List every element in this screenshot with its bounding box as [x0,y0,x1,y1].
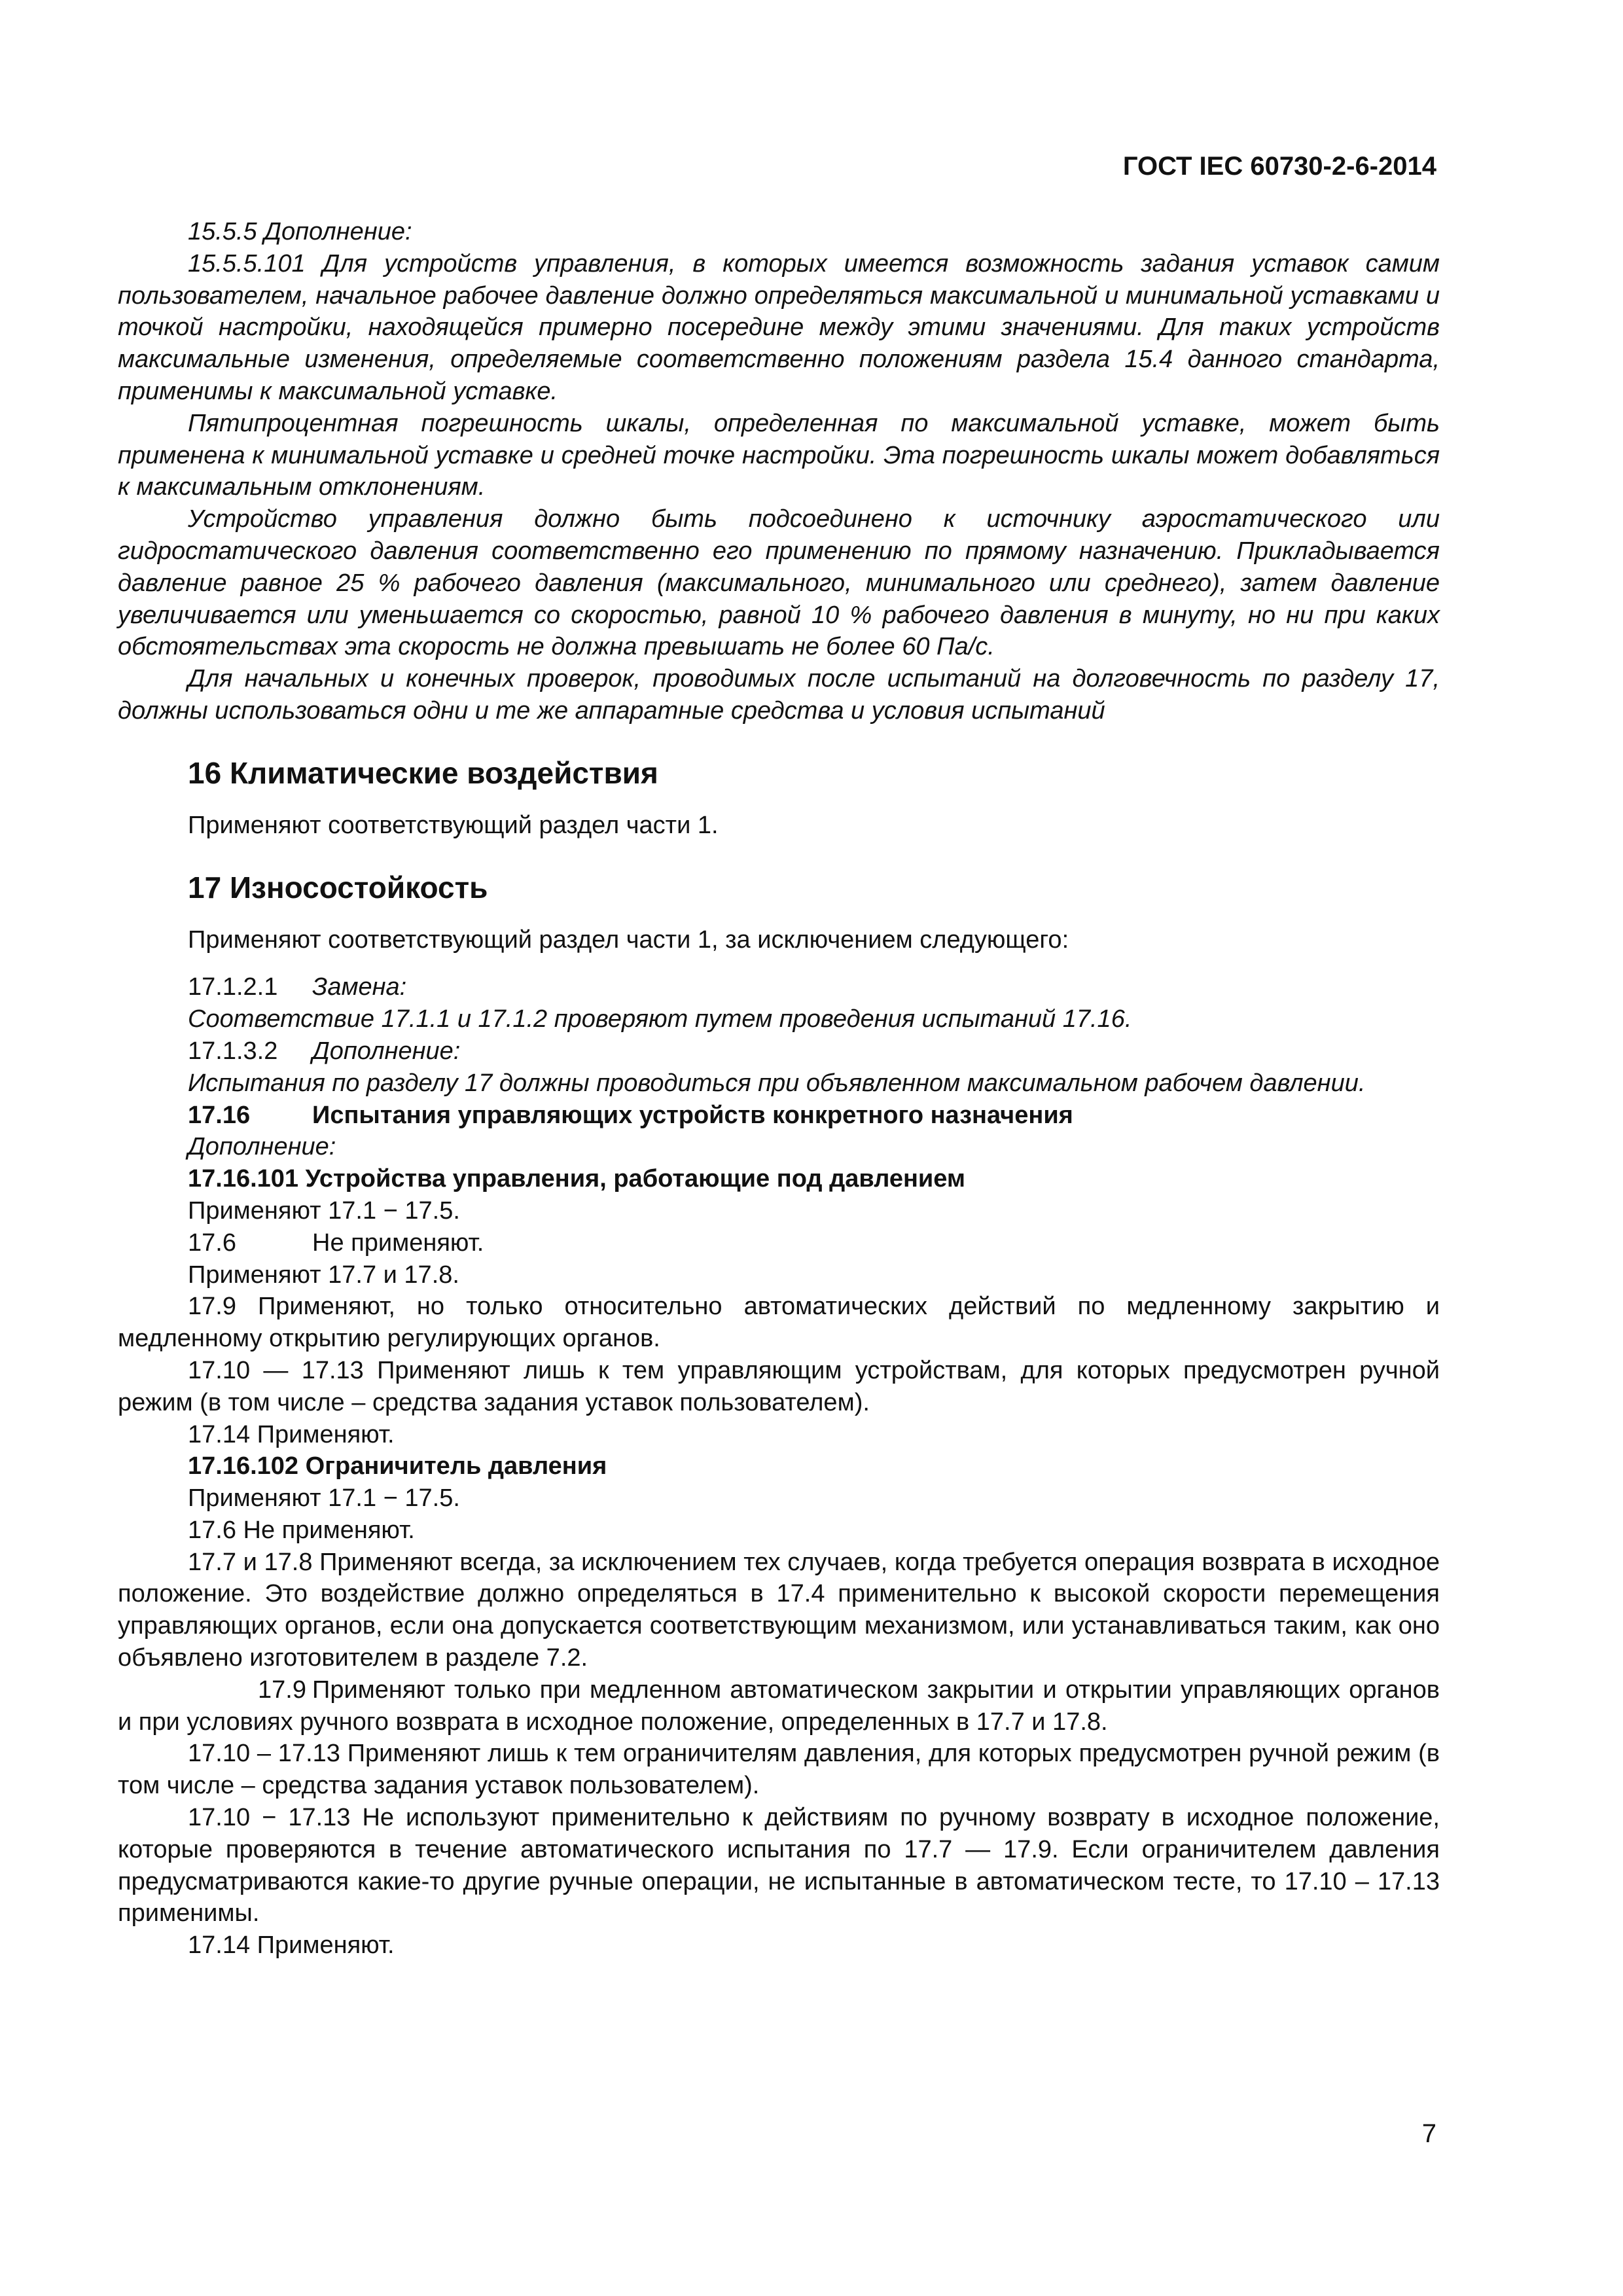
subclause-17-16-101-line-2-text: Не применяют. [312,1229,484,1257]
paragraph-pressure-source: Устройство управления должно быть подсоединено к источнику аэростатического или гидростатического давления соответственно его применению по прямому назначению. Прикладывается давление равное 25 % рабочего давления (максимального, минимального или среднего), затем давление увеличивается или уменьшается со скоростью, равной 10 % рабочего давления в минуту, но ни при каких обстоятельствах эта скорость не должна превышать не более 60 Па/с. [118,505,1440,661]
section-16-text: Применяют соответствующий раздел части 1. [188,811,719,839]
clause-17-1-3-2-number: 17.1.3.2 [188,1037,278,1065]
subclause-17-16-101-line-2 [118,1227,1440,1259]
subclause-17-16-102-line-7: 17.14 Применяют. [188,1931,395,1960]
page-number: 7 [1421,2119,1436,2148]
document-header: ГОСТ IEC 60730-2-6-2014 [1122,152,1436,181]
clause-17-1-2-1 [118,971,1440,1003]
subclause-17-16-101-line-3: Применяют 17.7 и 17.8. [188,1261,459,1289]
paragraph-initial-final-checks: Для начальных и конечных проверок, проводимых после испытаний на долговечность по разделу 17, должны использоваться одни и те же аппаратные средства и условия испытаний [118,665,1440,725]
subclause-17-16-101-line-6: 17.14 Применяют. [188,1420,395,1448]
clause-17-1-2-1-label: Замена: [312,973,407,1001]
clause-17-16-addition: Дополнение: [188,1133,336,1161]
clause-15-5-5-101: 15.5.5.101 Для устройств управления, в которых имеется возможность задания уставок самим пользователем, начальное рабочее давление должно определяться максимальной и минимальной уставками и точкой настройки, находящейся примерно посередине между этими значениями. Для таких устройств максимальные изменения, определяемые соответственно положениям раздела 15.4 данного стандарта, применимы к максимальной уставке. [118,249,1440,405]
clause-15-5-5-label: 15.5.5 Дополнение: [188,218,412,245]
subclause-17-16-102-line-1: Применяют 17.1 − 17.5. [188,1484,460,1513]
subclause-17-16-101-line-5: 17.10 — 17.13 Применяют лишь к тем управляющим устройствам, для которых предусмотрен ручной режим (в том числе – средства задания уставок пользователем). [118,1356,1440,1416]
section-17-intro: Применяют соответствующий раздел части 1, за исключением следующего: [188,925,1069,954]
subclause-17-16-102-line-2: 17.6 Не применяют. [188,1516,415,1544]
clause-17-16-number: 17.16 [188,1101,251,1129]
subclause-17-16-101-line-2-number: 17.6 [188,1229,236,1257]
subclause-17-16-102-title: 17.16.102 Ограничитель давления [188,1452,607,1480]
clause-17-1-3-2 [118,1035,1440,1067]
subclause-17-16-101-line-4: 17.9 Применяют, но только относительно автоматических действий по медленному закрытию и медленному открытию регулирующих органов. [118,1293,1440,1353]
section-17-title: 17 Износостойкость [188,870,488,905]
subclause-17-16-102-line-4-number: 17.9 [258,1676,306,1704]
section-16-title: 16 Климатические воздействия [188,755,658,790]
subclause-17-16-102-line-5: 17.10 – 17.13 Применяют лишь к тем ограничителям давления, для которых предусмотрен ручной режим (в том числе – средства задания уставок пользователем). [118,1740,1440,1800]
clause-15-5-5-heading [118,216,1440,248]
subclause-17-16-102-line-4-text: Применяют только при медленном автоматическом закрытии и открытии управляющих органов и при условиях ручного возврата в исходное положение, определенных в 17.7 и 17.8. [118,1676,1440,1736]
subclause-17-16-102-line-6: 17.10 − 17.13 Не используют применительно к действиям по ручному возврату в исходное положение, которые проверяются в течение автоматического испытания по 17.7 — 17.9. Если ограничителем давления предусматриваются какие-то другие ручные операции, не испытанные в автоматическом тесте, то 17.10 – 17.13 применимы. [118,1804,1440,1928]
clause-17-1-3-2-label: Дополнение: [312,1037,461,1065]
clause-17-1-2-1-text: Соответствие 17.1.1 и 17.1.2 проверяют путем проведения испытаний 17.16. [188,1005,1132,1033]
clause-17-16-title: Испытания управляющих устройств конкретного назначения [312,1101,1073,1129]
clause-17-1-3-2-text: Испытания по разделу 17 должны проводиться при объявленном максимальном рабочем давлении. [188,1069,1366,1097]
clause-17-1-2-1-number: 17.1.2.1 [188,973,278,1001]
subclause-17-16-102-line-3: 17.7 и 17.8 Применяют всегда, за исключением тех случаев, когда требуется операция возврата в исходное положение. Это воздействие должно определяться в 17.4 применительно к высокой скорости перемещения управляющих органов, если она допускается соответствующим механизмом, или устанавливаться таким, как оно объявлено изготовителем в разделе 7.2. [118,1548,1440,1672]
subclause-17-16-101-line-1: Применяют 17.1 − 17.5. [188,1196,460,1225]
subclause-17-16-101-title: 17.16.101 Устройства управления, работающие под давлением [188,1165,966,1193]
paragraph-scale-error: Пятипроцентная погрешность шкалы, определенная по максимальной уставке, может быть применена к минимальной уставке и средней точке настройки. Эта погрешность шкалы может добавляться к максимальным отклонениям. [118,409,1440,501]
document-body [118,216,1440,1962]
subclause-17-16-102-line-4 [118,1674,1440,1738]
clause-17-16 [118,1100,1440,1132]
